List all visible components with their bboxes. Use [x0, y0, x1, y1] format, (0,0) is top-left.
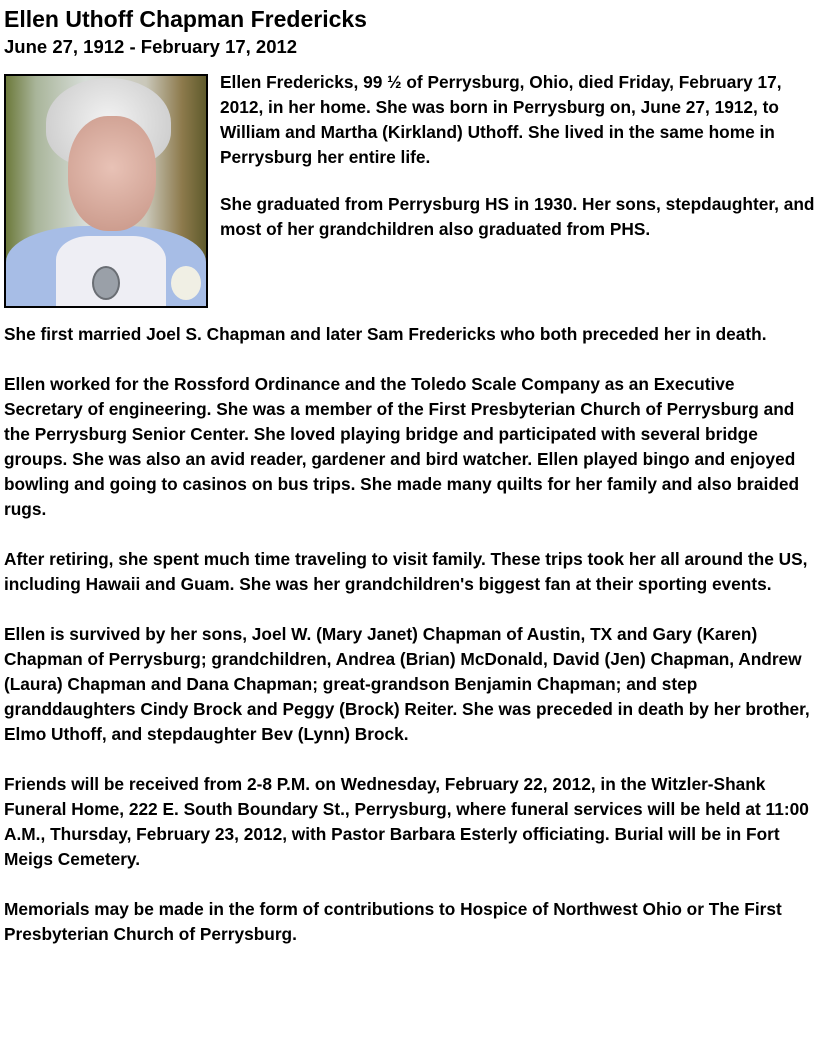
- portrait-photo: [4, 74, 208, 308]
- paragraph: Ellen worked for the Rossford Ordinance and the Toledo Scale Company as an Executive Secretary of engineering. She was a member of the First Presbyterian Church of Perrysburg and the Perrysburg Senior Center. She loved playing bridge and participated with several bridge groups. She was also an avid reader, gardener and bird watcher. Ellen played bingo and enjoyed bowling and going to casinos on bus trips. She made many quilts for her family and also braided rugs.: [4, 374, 800, 519]
- paragraph: Ellen is survived by her sons, Joel W. (Mary Janet) Chapman of Austin, TX and Gary (Karen) Chapman of Perrysburg; grandchildren, Andrea (Brian) McDonald, David (Jen) Chapman, Andrew (Laura) Chapman and Dana Chapman; great-grandson Benjamin Chapman; and step granddaughters Cindy Brock and Peggy (Brock) Reiter. She was preceded in death by her brother, Elmo Uthoff, and stepdaughter Bev (Lynn) Brock.: [4, 624, 810, 744]
- paragraph: She first married Joel S. Chapman and later Sam Fredericks who both preceded her in death.: [4, 324, 767, 344]
- obituary-title: Ellen Uthoff Chapman Fredericks: [4, 6, 367, 32]
- life-dates: June 27, 1912 - February 17, 2012: [4, 36, 298, 57]
- paragraph: Memorials may be made in the form of contributions to Hospice of Northwest Ohio or The First Presbyterian Church of Perrysburg.: [4, 899, 782, 944]
- paragraph: Friends will be received from 2-8 P.M. on Wednesday, February 22, 2012, in the Witzler-Shank Funeral Home, 222 E. South Boundary St., Perrysburg, where funeral services will be held at 11:00 A.M., Thursday, February 23, 2012, with Pastor Barbara Esterly officiating. Burial will be in Fort Meigs Cemetery.: [4, 774, 809, 869]
- paragraph: Ellen Fredericks, 99 ½ of Perrysburg, Ohio, died Friday, February 17, 2012, in her home. She was born in Perrysburg on, June 27, 1912, to William and Martha (Kirkland) Uthoff. She lived in the same home in Perrysburg her entire life.: [220, 72, 782, 167]
- paragraph: She graduated from Perrysburg HS in 1930. Her sons, stepdaughter, and most of her grandchildren also graduated from PHS.: [220, 194, 815, 239]
- paragraph: After retiring, she spent much time traveling to visit family. These trips took her all around the US, including Hawaii and Guam. She was her grandchildren's biggest fan at their sporting events.: [4, 549, 808, 594]
